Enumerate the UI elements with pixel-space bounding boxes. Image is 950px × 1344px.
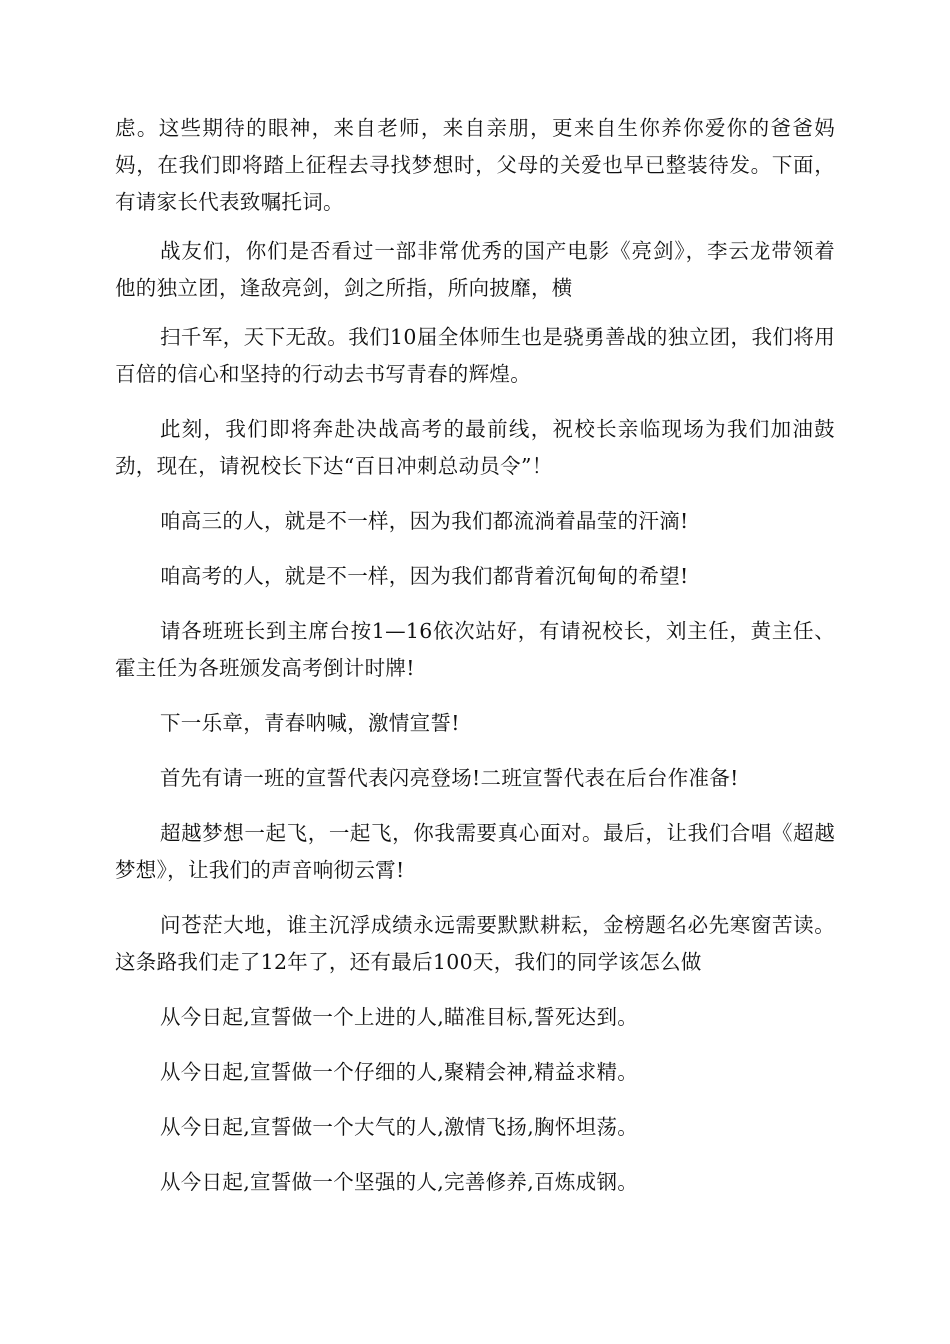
paragraph-9: 首先有请一班的宣誓代表闪亮登场!二班宣誓代表在后台作准备! <box>160 766 739 790</box>
pledge-line-2: 从今日起,宣誓做一个仔细的人,聚精会神,精益求精。 <box>160 1060 639 1084</box>
paragraph-3: 扫千军，天下无敌。我们10届全体师生也是骁勇善战的独立团，我们将用百倍的信心和坚持的行动去书写青春的辉煌。 <box>115 325 835 386</box>
paragraph-6: 咱高考的人，就是不一样，因为我们都背着沉甸甸的希望! <box>160 564 689 588</box>
paragraph-7: 请各班班长到主席台按1—16依次站好，有请祝校长，刘主任，黄主任、霍主任为各班颁发高考倒计时牌! <box>115 619 835 680</box>
paragraph-11: 问苍茫大地，谁主沉浮成绩永远需要默默耕耘，金榜题名必先寒窗苦读。这条路我们走了12年了，还有最后100天，我们的同学该怎么做 <box>115 913 835 974</box>
paragraph-10: 超越梦想一起飞，一起飞，你我需要真心面对。最后，让我们合唱《超越梦想》，让我们的声音响彻云霄! <box>115 821 835 882</box>
pledge-line-4: 从今日起,宣誓做一个坚强的人,完善修养,百炼成钢。 <box>160 1170 639 1194</box>
paragraph-1: 虑。这些期待的眼神，来自老师，来自亲朋，更来自生你养你爱你的爸爸妈妈，在我们即将踏上征程去寻找梦想时，父母的关爱也早已整装待发。下面，有请家长代表致嘱托词。 <box>115 116 835 214</box>
paragraph-5: 咱高三的人，就是不一样，因为我们都流淌着晶莹的汗滴! <box>160 509 689 533</box>
paragraph-8: 下一乐章，青春呐喊，激情宣誓! <box>160 711 460 735</box>
pledge-line-3: 从今日起,宣誓做一个大气的人,激情飞扬,胸怀坦荡。 <box>160 1115 639 1139</box>
document-body <box>115 110 835 1219</box>
pledge-line-1: 从今日起,宣誓做一个上进的人,瞄准目标,誓死达到。 <box>160 1005 639 1029</box>
paragraph-4: 此刻，我们即将奔赴决战高考的最前线，祝校长亲临现场为我们加油鼓劲，现在，请祝校长下达“百日冲刺总动员令”！ <box>115 417 835 478</box>
paragraph-2: 战友们，你们是否看过一部非常优秀的国产电影《亮剑》，李云龙带领着他的独立团，逢敌亮剑，剑之所指，所向披靡，横 <box>115 239 835 300</box>
